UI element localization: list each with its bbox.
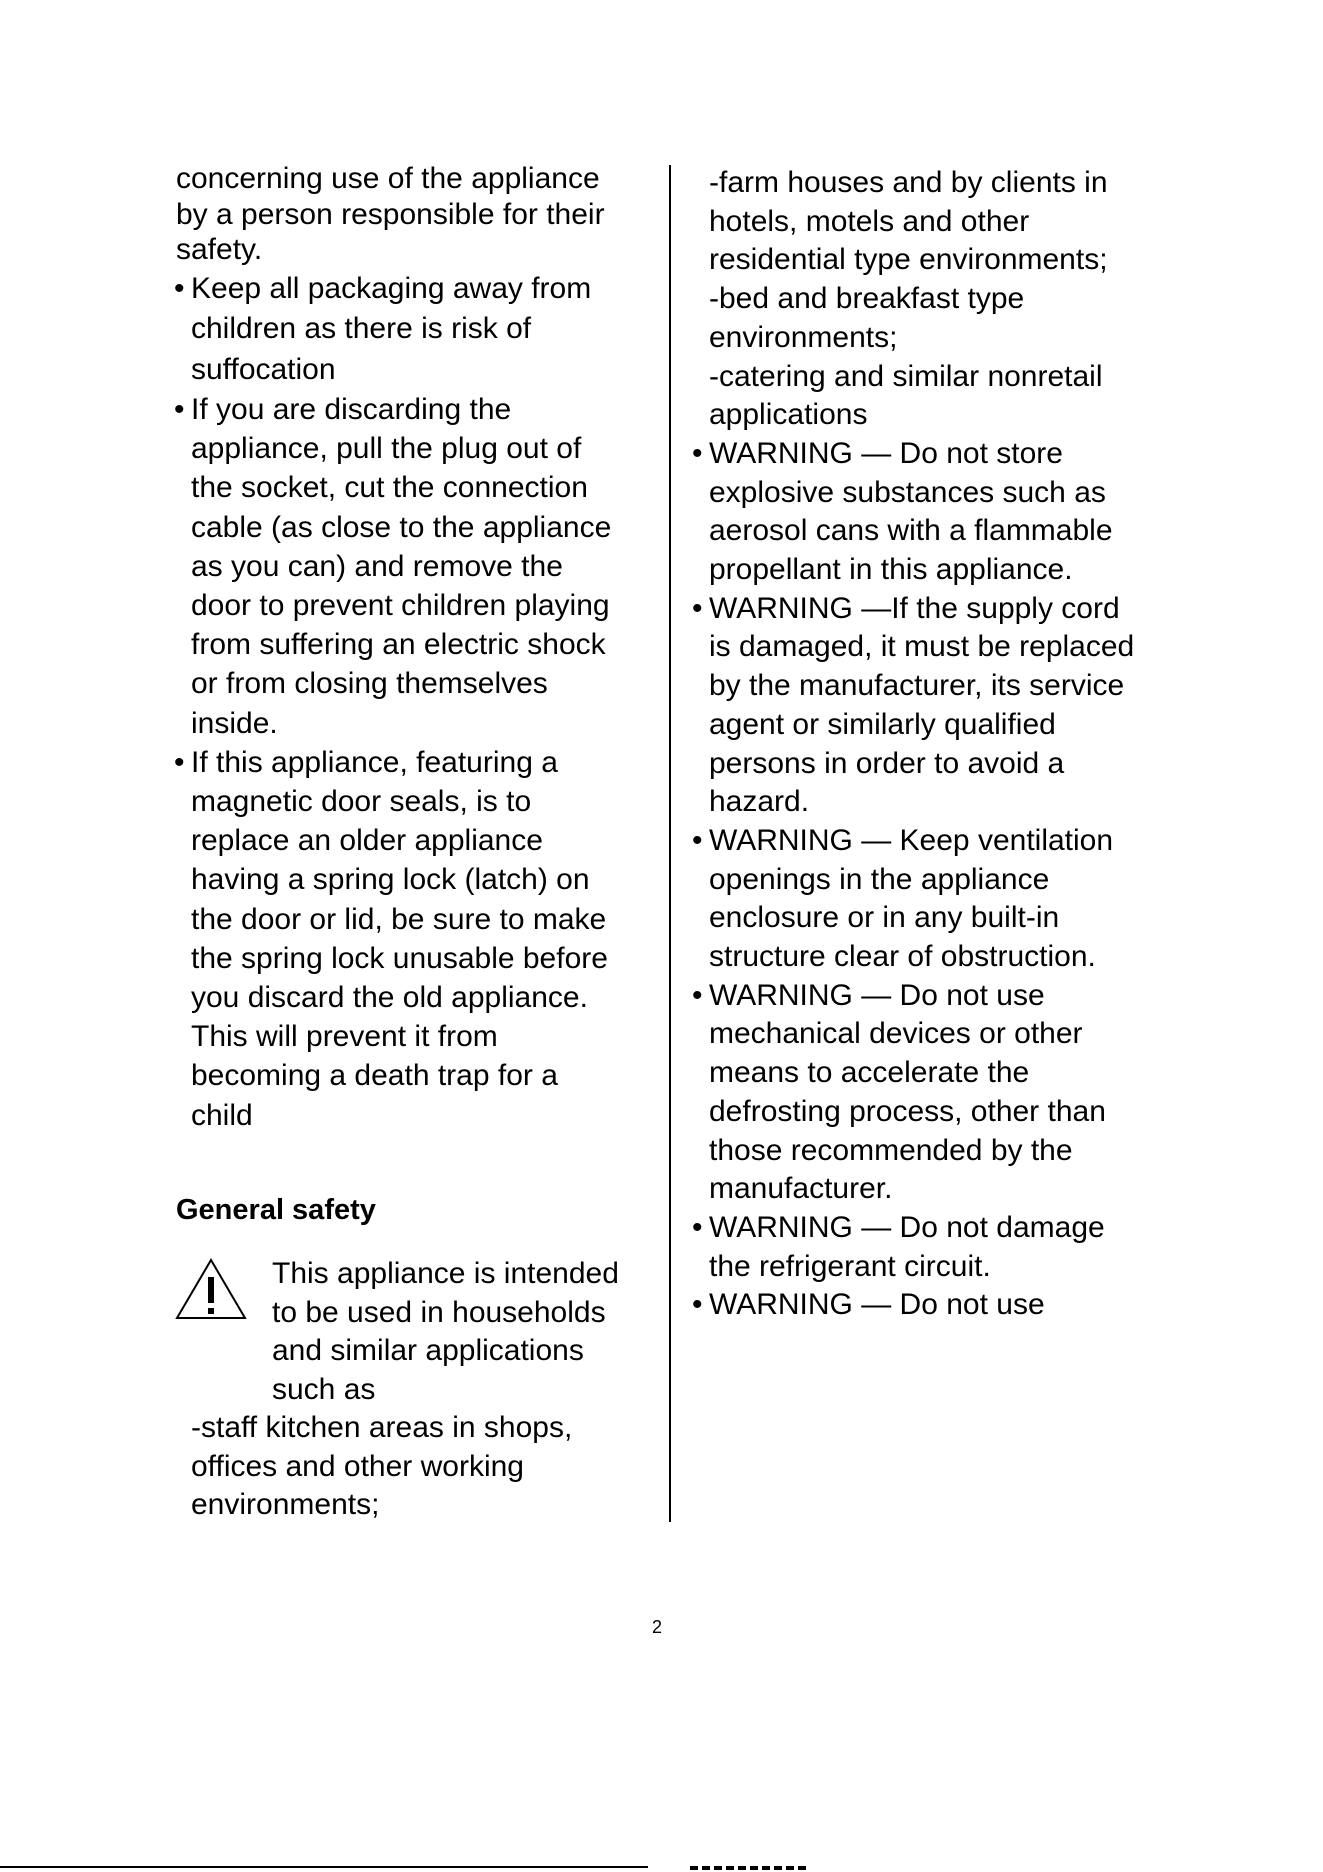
- column-divider: [669, 165, 671, 1522]
- warning-triangle-icon: [174, 1257, 248, 1321]
- bullet-magnetic-seal: • If this appliance, featuring a magnetic door seals, is to replace an older appliance having a spring lock (latch) on the door or lid, be sure to make the spring lock unusable before you discard the old appliance. This will prevent it from becoming a death trap for a child: [176, 743, 626, 1135]
- right-column: [690, 164, 1140, 1325]
- staff-kitchen-text: -staff kitchen areas in shops, offices and other working environments;: [191, 1411, 573, 1521]
- catering-text: -catering and similar nonretail applications: [709, 359, 1103, 432]
- warning-explosive: • WARNING — Do not store explosive substances such as aerosol cans with a flammable propellant in this appliance.: [690, 435, 1140, 590]
- footer-dashes: [690, 1866, 810, 1870]
- section-heading-general-safety: General safety: [176, 1194, 376, 1226]
- warning-ventilation: • WARNING — Keep ventilation openings in the appliance enclosure or in any built-in structure clear of obstruction.: [690, 822, 1140, 977]
- warning-electrical: • WARNING — Do not use: [690, 1286, 1140, 1325]
- farm-houses-text: -farm houses and by clients in hotels, motels and other residential type environments;: [709, 166, 1108, 277]
- warning-mechanical-devices: • WARNING — Do not use mechanical devices or other means to accelerate the defrosting process, other than those recommended by the manufacturer.: [690, 977, 1140, 1209]
- bullet-packaging: • Keep all packaging away from children as there is risk of suffocation: [176, 269, 626, 391]
- intended-use-text: This appliance is intended to be used in households and similar applications such as: [272, 1257, 619, 1406]
- warning-refrigerant: • WARNING — Do not damage the refrigerant circuit.: [690, 1209, 1140, 1286]
- page-number: 2: [652, 1617, 663, 1637]
- left-column: [176, 161, 626, 1135]
- bed-breakfast-text: -bed and breakfast type environments;: [709, 282, 1025, 354]
- general-safety-block: [176, 1255, 626, 1525]
- footer-rule: [0, 1866, 648, 1868]
- warning-supply-cord: • WARNING —If the supply cord is damaged, it must be replaced by the manufacturer, its service agent or similarly qualified persons in order to avoid a hazard.: [690, 590, 1140, 822]
- intro-text: concerning use of the appliance by a person responsible for their safety.: [176, 162, 605, 266]
- bullet-discarding: • If you are discarding the appliance, pull the plug out of the socket, cut the connection cable (as close to the appliance as you can) and remove the door to prevent children playing from suffering an electric shock or from closing themselves inside.: [176, 390, 626, 743]
